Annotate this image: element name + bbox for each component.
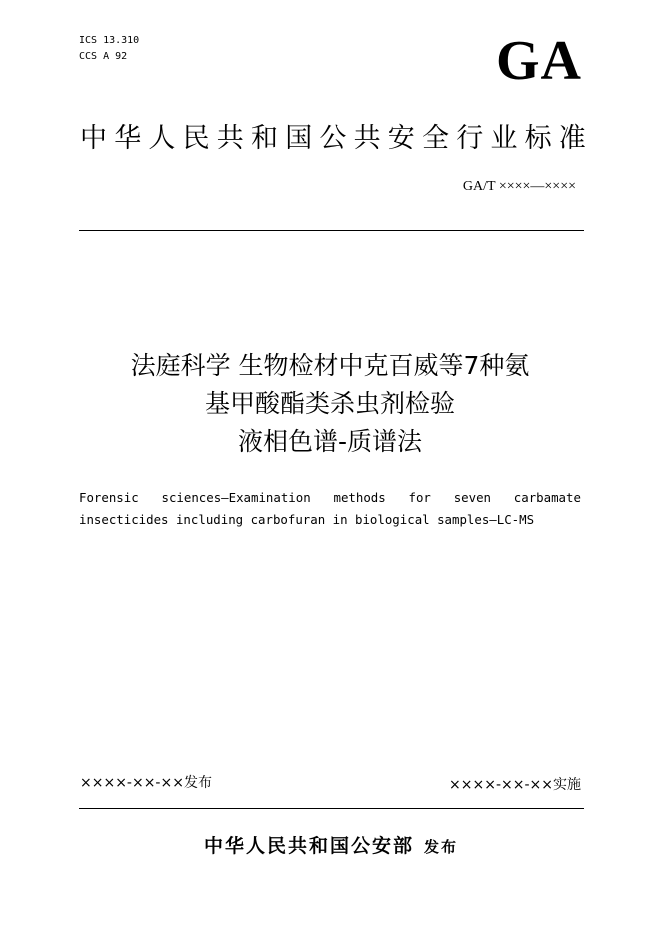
english-word: methods	[333, 490, 386, 505]
implement-date: ××××-××-××实施	[449, 777, 581, 793]
title-line-3: 液相色谱-质谱法	[237, 427, 423, 456]
english-word: carbamate	[513, 490, 581, 505]
english-word: Forensic	[79, 490, 139, 505]
document-title	[60, 347, 600, 461]
issuer-name: 中华人民共和国公安部	[203, 835, 414, 857]
issuer	[0, 833, 662, 860]
standard-number: GA/T ××××—××××	[462, 179, 576, 194]
english-title	[79, 487, 581, 531]
english-title-line-2: insecticides including carbofuran in biological samples—LC-MS	[79, 512, 535, 527]
ics-code: ICS 13.310	[79, 35, 140, 46]
title-line-2: 基甲酸酯类杀虫剂检验	[204, 389, 455, 418]
standard-category-title: 中华人民共和国公共安全行业标准	[80, 123, 593, 154]
classification-codes	[79, 33, 139, 65]
english-title-line-1	[79, 487, 581, 509]
publish-date: ××××-××-××发布	[80, 775, 212, 791]
english-word: for	[408, 490, 431, 505]
ccs-code: CCS A 92	[79, 51, 128, 62]
top-divider	[79, 230, 584, 231]
bottom-divider	[79, 808, 584, 809]
title-line-1: 法庭科学 生物检材中克百威等7种氨	[130, 351, 530, 380]
english-word: seven	[453, 490, 491, 505]
issuer-verb: 发布	[424, 838, 459, 856]
english-word: sciences—Examination	[161, 490, 311, 505]
ga-logo: GA	[496, 30, 582, 92]
